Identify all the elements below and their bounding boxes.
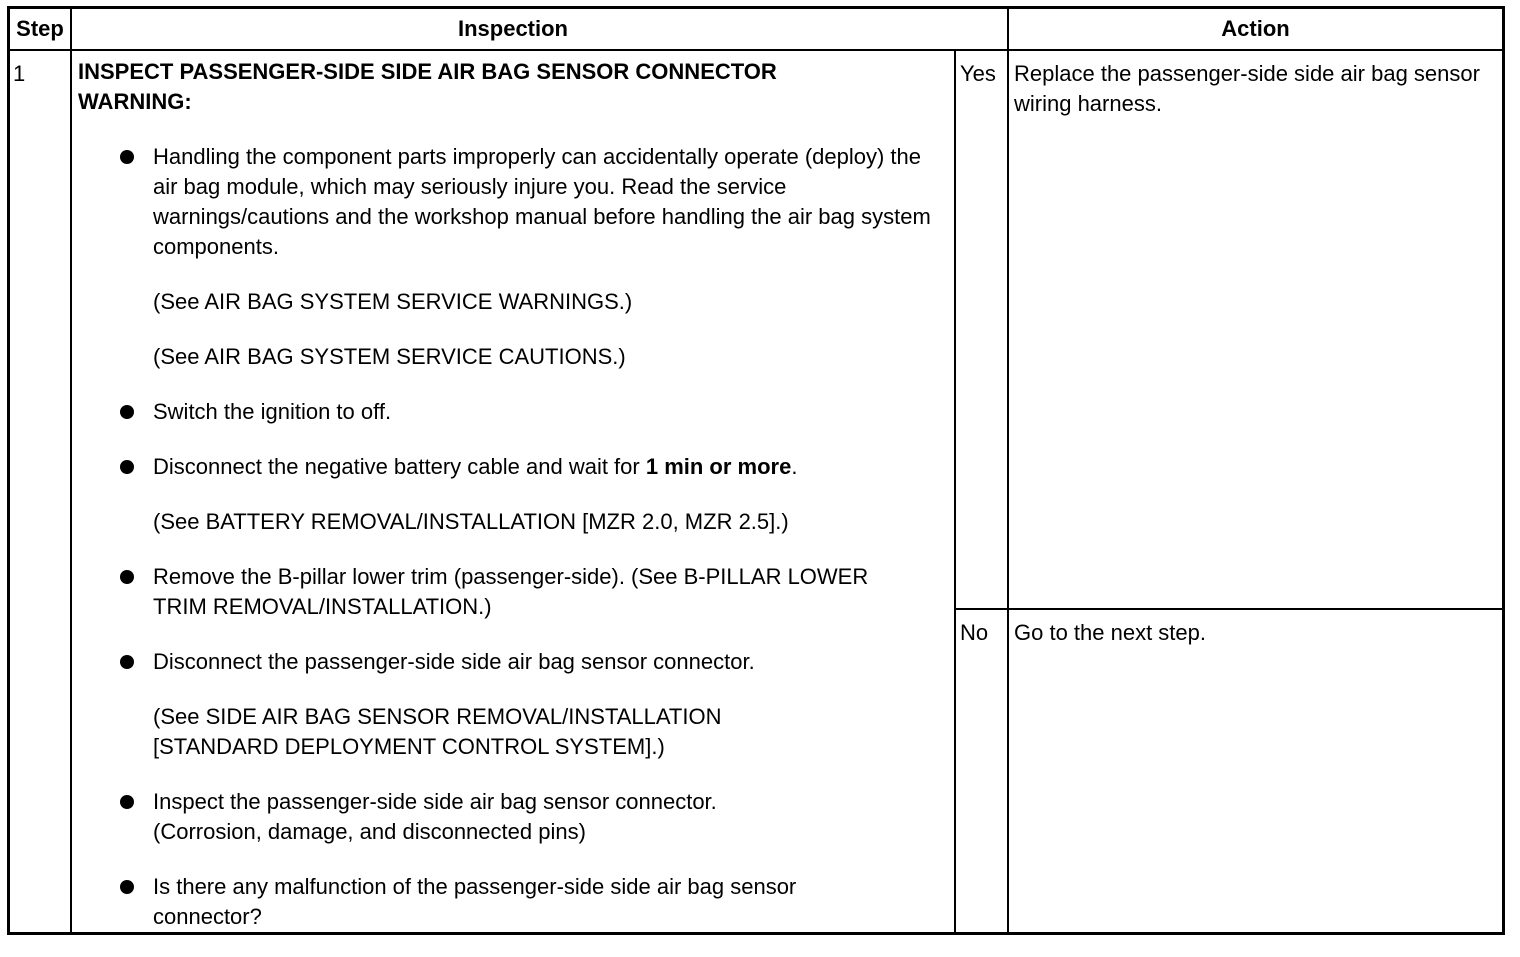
bullet-text: Inspect the passenger-side side air bag sensor connector. (Corrosion, damage, and disconnected pins) xyxy=(153,789,717,844)
bullet-icon xyxy=(120,655,134,669)
header-step: Step xyxy=(16,16,64,41)
header-action: Action xyxy=(1221,16,1290,41)
list-item xyxy=(78,647,948,762)
header-divider xyxy=(10,49,1502,51)
bullet-text: Is there any malfunction of the passenger-side side air bag sensor connector? xyxy=(153,874,797,929)
reference-note: (See AIR BAG SYSTEM SERVICE WARNINGS.) xyxy=(153,289,633,314)
inspection-table xyxy=(7,6,1505,935)
bullet-text-pre: Disconnect the negative battery cable and wait for xyxy=(153,454,646,479)
no-action: Go to the next step. xyxy=(1014,620,1207,645)
bullet-text: Handling the component parts improperly can accidentally operate (deploy) the air bag module, which may seriously injure you. Read the service warnings/cautions and the workshop manual before handling the air bag system components. xyxy=(153,144,931,259)
list-item xyxy=(78,562,948,622)
bullet-text: Switch the ignition to off. xyxy=(153,399,392,424)
yes-action: Replace the passenger-side side air bag sensor wiring harness. xyxy=(1014,61,1480,116)
inspection-content xyxy=(78,57,948,957)
bullet-icon xyxy=(120,880,134,894)
list-item xyxy=(78,397,948,427)
divider-step xyxy=(70,9,72,932)
bullet-icon xyxy=(120,570,134,584)
bullet-text: Remove the B-pillar lower trim (passenger-side). (See B-PILLAR LOWER TRIM REMOVAL/INSTALLATION.) xyxy=(153,564,869,619)
no-label: No xyxy=(960,620,989,645)
list-item xyxy=(78,872,948,932)
list-item xyxy=(78,787,948,847)
divider-action xyxy=(1007,9,1009,932)
inspection-steps xyxy=(78,142,948,932)
divider-yesno xyxy=(954,51,956,932)
list-item xyxy=(78,142,948,372)
step-number: 1 xyxy=(13,61,26,86)
yes-no-divider xyxy=(954,608,1502,610)
bullet-icon xyxy=(120,795,134,809)
reference-note: (See BATTERY REMOVAL/INSTALLATION [MZR 2.0, MZR 2.5].) xyxy=(153,509,789,534)
reference-note: (See SIDE AIR BAG SENSOR REMOVAL/INSTALLATION [STANDARD DEPLOYMENT CONTROL SYSTEM].) xyxy=(153,704,722,759)
warning-label: WARNING: xyxy=(78,89,192,114)
bullet-text-post: . xyxy=(791,454,798,479)
bullet-icon xyxy=(120,405,134,419)
list-item xyxy=(78,452,948,537)
header-inspection: Inspection xyxy=(457,16,568,41)
inspection-title: INSPECT PASSENGER-SIDE SIDE AIR BAG SENSOR CONNECTOR xyxy=(78,59,777,84)
bullet-icon xyxy=(120,460,134,474)
bullet-icon xyxy=(120,150,134,164)
bullet-text: Disconnect the passenger-side side air bag sensor connector. xyxy=(153,649,755,674)
yes-label: Yes xyxy=(960,61,996,86)
bullet-text-bold: 1 min or more xyxy=(645,454,792,479)
reference-note: (See AIR BAG SYSTEM SERVICE CAUTIONS.) xyxy=(153,344,626,369)
